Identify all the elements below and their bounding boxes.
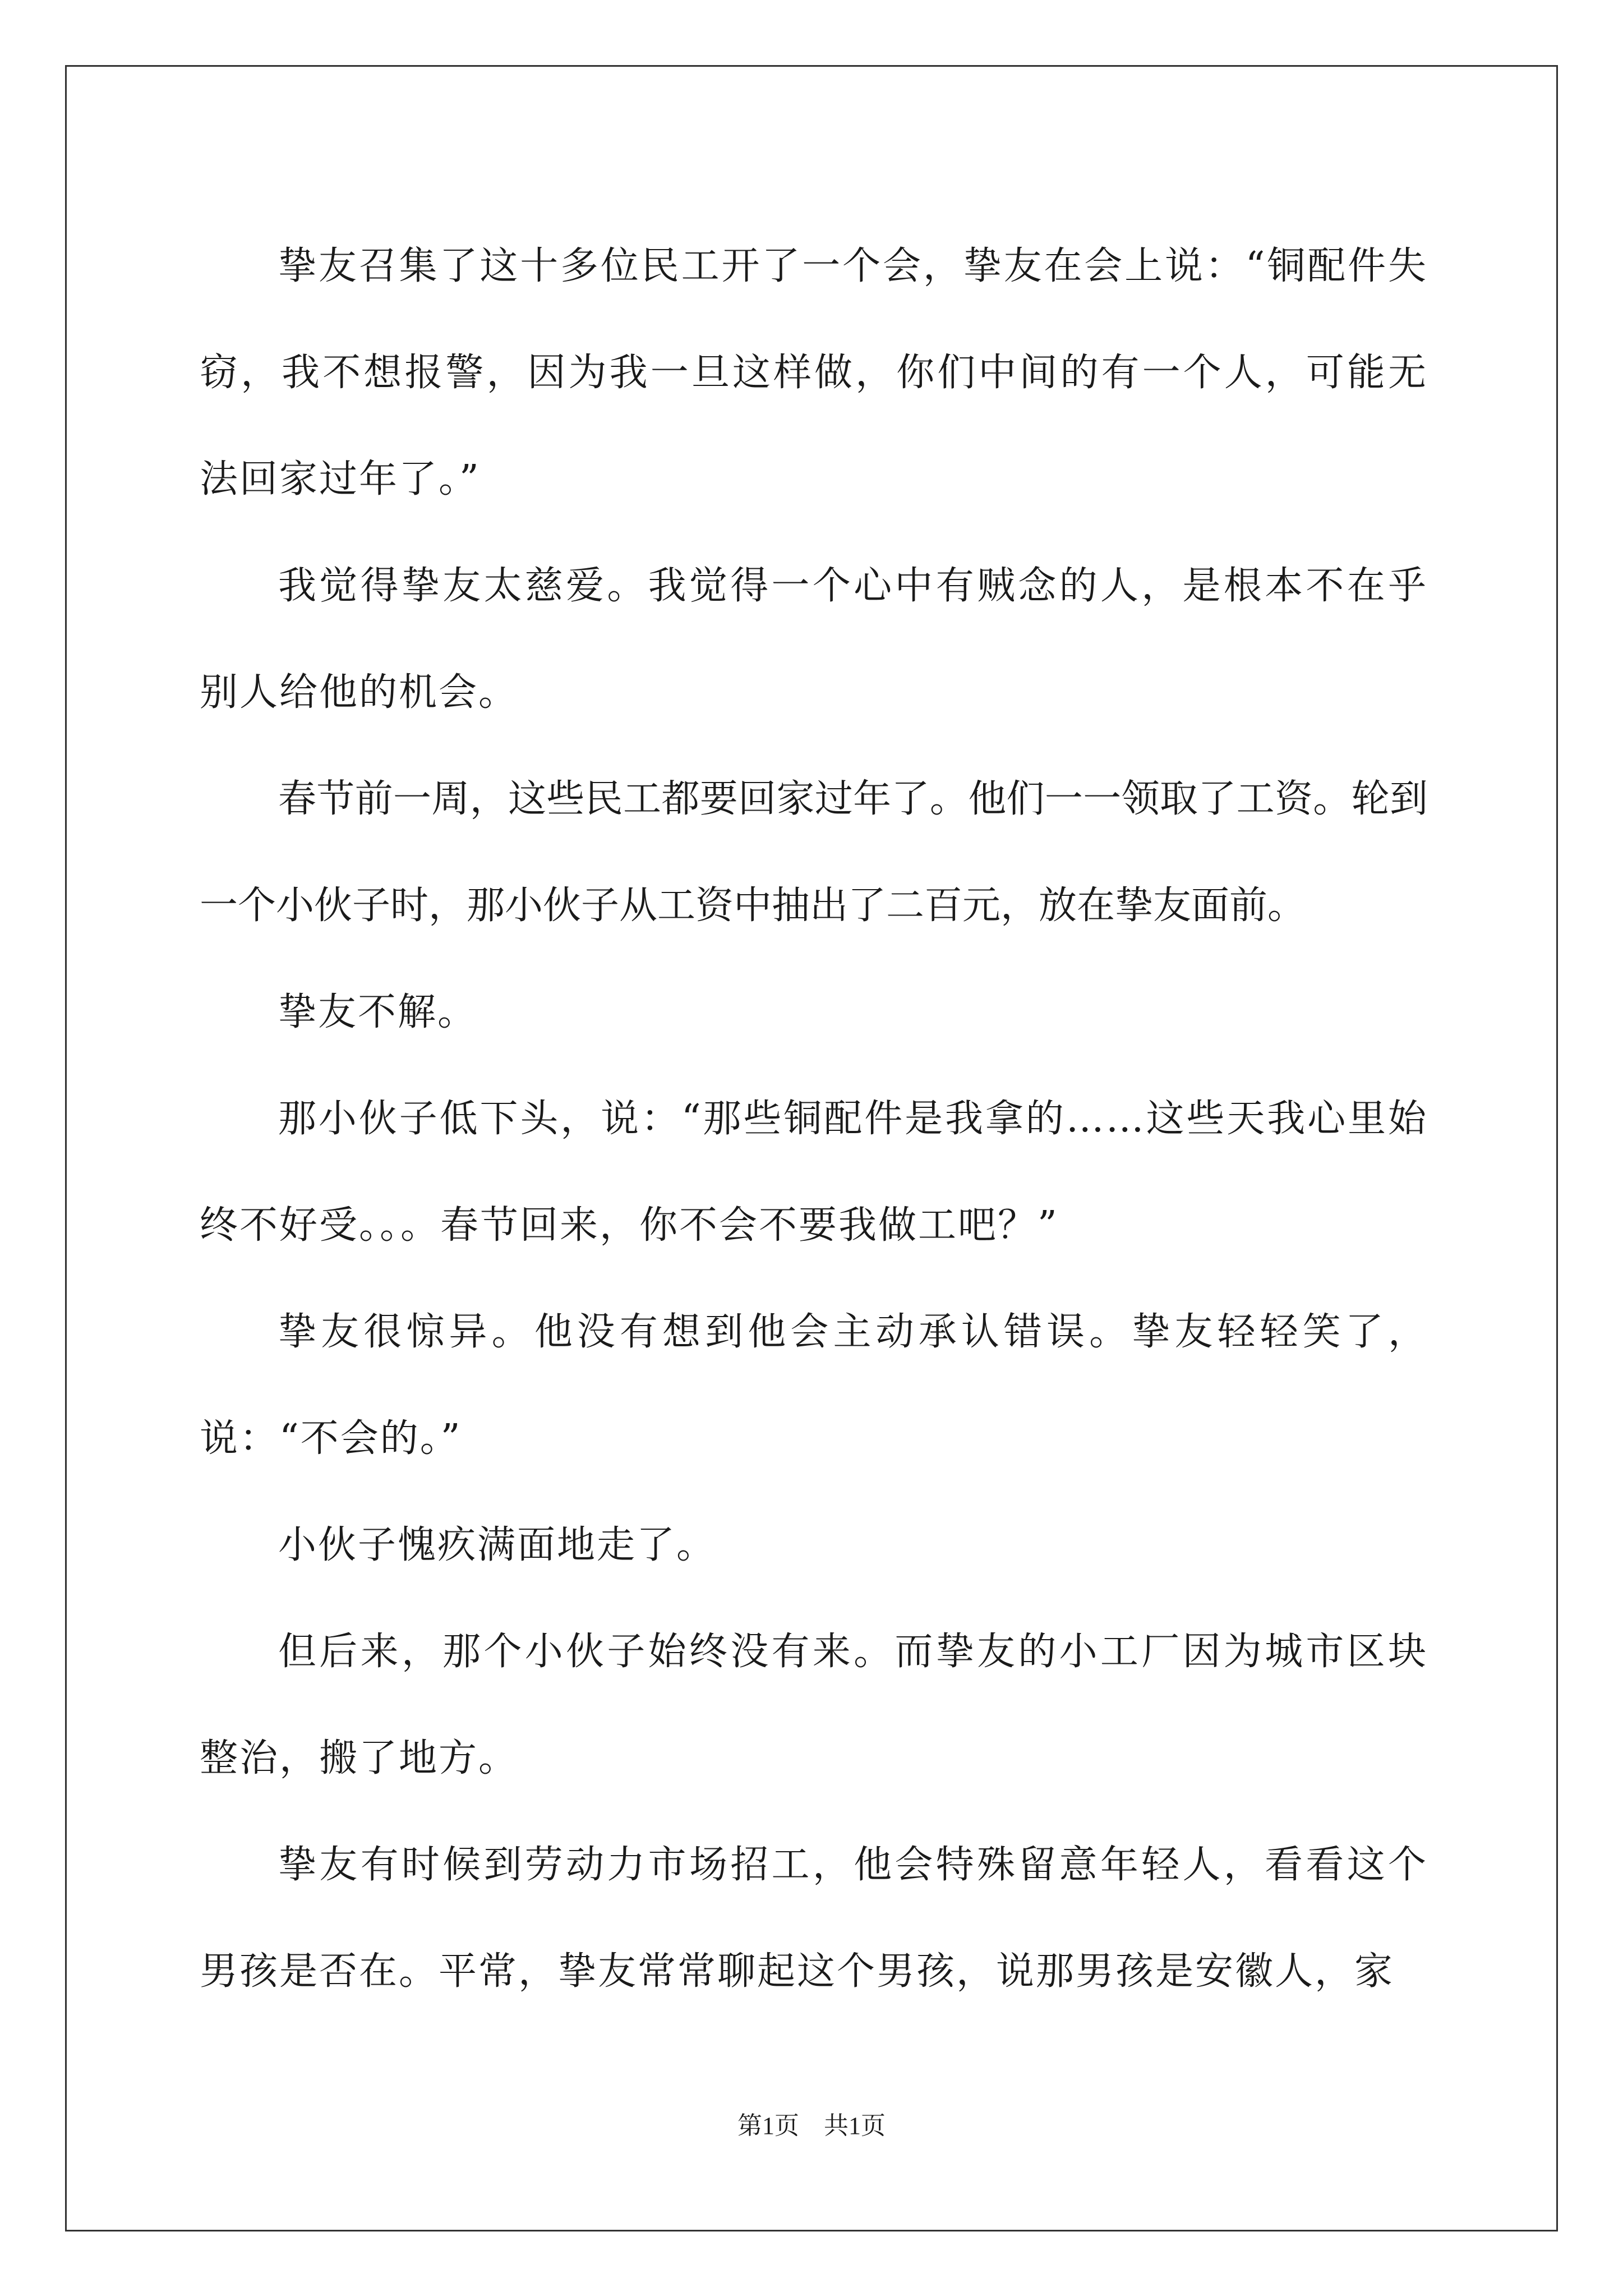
paragraph-9: 挚友有时候到劳动力市场招工，他会特殊留意年轻人，看看这个男孩是否在。平常，挚友常常聊起这个男孩，说那男孩是安徽人，家 [200,1843,1428,1994]
paragraph-5: 那小伙子低下头，说：“那些铜配件是我拿的……这些天我心里始终不好受。。。春节回来，你不会不要我做工吧？” [200,1097,1428,1248]
page-footer [0,2109,1623,2143]
document-body [200,213,1428,2025]
paragraph-6: 挚友很惊异。他没有想到他会主动承认错误。挚友轻轻笑了，说：“不会的。” [200,1310,1428,1461]
paragraph-2: 我觉得挚友太慈爱。我觉得一个心中有贼念的人，是根本不在乎别人给他的机会。 [200,564,1428,715]
paragraph-8: 但后来，那个小伙子始终没有来。而挚友的小工厂因为城市区块整治，搬了地方。 [200,1630,1428,1780]
paragraph-3: 春节前一周，这些民工都要回家过年了。他们一一领取了工资。轮到一个小伙子时，那小伙子从工资中抽出了二百元，放在挚友面前。 [200,777,1428,928]
paragraph-7: 小伙子愧疚满面地走了。 [278,1523,717,1567]
page-number: 第1页 [737,2112,799,2139]
page-total: 共1页 [824,2112,886,2139]
paragraph-1: 挚友召集了这十多位民工开了一个会，挚友在会上说：“铜配件失窃，我不想报警，因为我一旦这样做，你们中间的有一个人，可能无法回家过年了。” [200,244,1428,501]
paragraph-4: 挚友不解。 [278,990,478,1034]
